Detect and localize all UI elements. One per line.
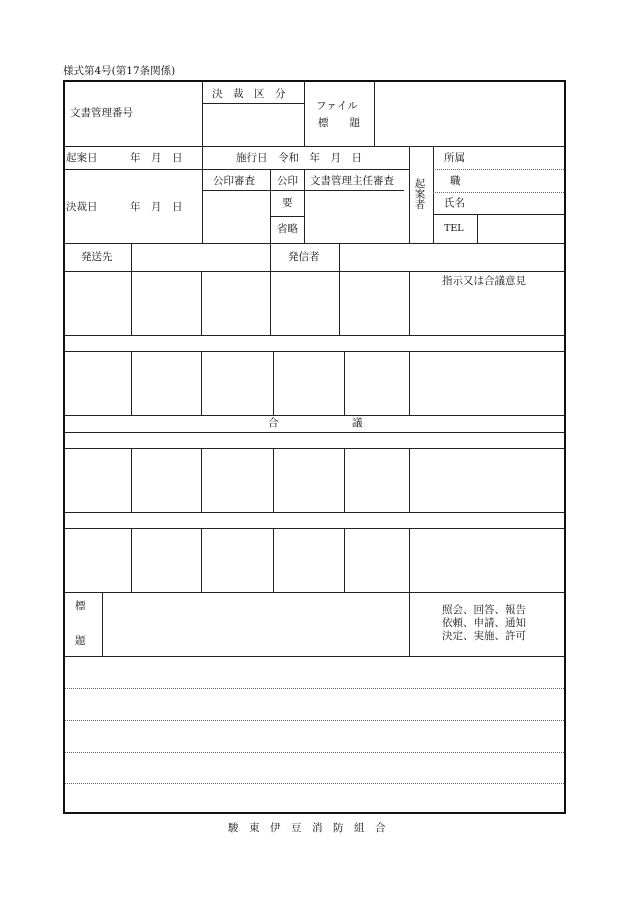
rule: [344, 448, 345, 512]
seal-omitted-label: 省略: [277, 223, 298, 235]
rule: [65, 169, 409, 170]
rule: [202, 146, 203, 243]
subject-label-top: 標: [75, 600, 86, 612]
consultation-label: 合 議: [268, 417, 363, 429]
rule: [201, 528, 202, 592]
draft-date-value: 年 月 日: [130, 152, 183, 164]
rule: [374, 82, 375, 146]
form-number-label: 様式第4号(第17条関係): [63, 65, 176, 77]
rule: [201, 271, 202, 335]
rule: [131, 243, 132, 271]
seal-required-label: 要: [282, 197, 293, 209]
rule: [409, 351, 410, 415]
writing-line: [65, 688, 564, 689]
rule: [270, 271, 271, 335]
rule: [344, 528, 345, 592]
rule: [270, 243, 271, 271]
rule: [433, 192, 564, 193]
rule: [201, 448, 202, 512]
rule: [131, 271, 132, 335]
seal-review-label: 公印審査: [213, 175, 255, 187]
rule: [65, 146, 564, 147]
rule: [433, 146, 434, 243]
doc-number-label: 文書管理番号: [70, 107, 133, 119]
rule: [65, 335, 564, 336]
rule: [202, 82, 203, 146]
instruction-label: 指示又は合議意見: [442, 275, 526, 287]
rule: [304, 169, 305, 243]
records-review-label: 文書管理主任審査: [310, 175, 394, 187]
rule: [409, 528, 410, 592]
draft-date-label: 起案日: [66, 152, 98, 164]
rule: [102, 592, 103, 656]
rule: [202, 190, 404, 191]
rule: [65, 351, 564, 352]
rule: [339, 271, 340, 335]
decision-category-label: 決 裁 区 分: [212, 88, 286, 100]
rule: [131, 351, 132, 415]
file-label: ファイル: [316, 100, 358, 112]
rule: [273, 528, 274, 592]
rule: [409, 271, 410, 335]
subject-type-3: 決定、実施、許可: [442, 630, 526, 642]
rule: [409, 448, 410, 512]
drafter-label: 起案者: [413, 178, 426, 210]
decision-date-value: 年 月 日: [130, 201, 183, 213]
rule: [65, 512, 564, 513]
rule: [339, 243, 340, 271]
rule: [65, 592, 564, 593]
drafter-dept-label: 所属: [444, 152, 465, 164]
writing-line: [65, 752, 564, 753]
rule: [65, 243, 564, 244]
send-to-label: 発送先: [81, 251, 113, 263]
rule: [409, 592, 410, 656]
seal-label: 公印: [277, 175, 298, 187]
rule: [270, 169, 271, 243]
writing-line: [65, 783, 564, 784]
drafter-position-label: 職: [450, 175, 461, 187]
drafter-tel-label: TEL: [444, 223, 464, 234]
subject-type-2: 依頼、申請、通知: [442, 617, 526, 629]
subject-label-bottom: 題: [75, 635, 86, 647]
rule: [65, 528, 564, 529]
file-title-label: 標 題: [318, 117, 360, 129]
rule: [273, 448, 274, 512]
exec-date-label: 施行日 令和 年 月 日: [236, 152, 362, 164]
rule: [273, 351, 274, 415]
rule: [65, 656, 564, 657]
rule: [201, 351, 202, 415]
sender-label: 発信者: [288, 251, 320, 263]
decision-date-label: 決裁日: [66, 201, 98, 213]
rule: [409, 146, 410, 243]
organization-name: 駿 東 伊 豆 消 防 組 合: [228, 822, 386, 834]
drafter-name-label: 氏名: [444, 197, 465, 209]
writing-line: [65, 720, 564, 721]
rule: [65, 271, 564, 272]
rule: [344, 351, 345, 415]
rule: [65, 448, 564, 449]
rule: [65, 432, 564, 433]
subject-type-1: 照会、回答、報告: [442, 604, 526, 616]
rule: [131, 448, 132, 512]
rule: [270, 216, 304, 217]
rule: [433, 169, 564, 170]
rule: [433, 214, 564, 215]
rule: [304, 82, 305, 146]
rule: [477, 214, 478, 243]
rule: [131, 528, 132, 592]
rule: [202, 103, 304, 104]
rule: [65, 415, 564, 416]
